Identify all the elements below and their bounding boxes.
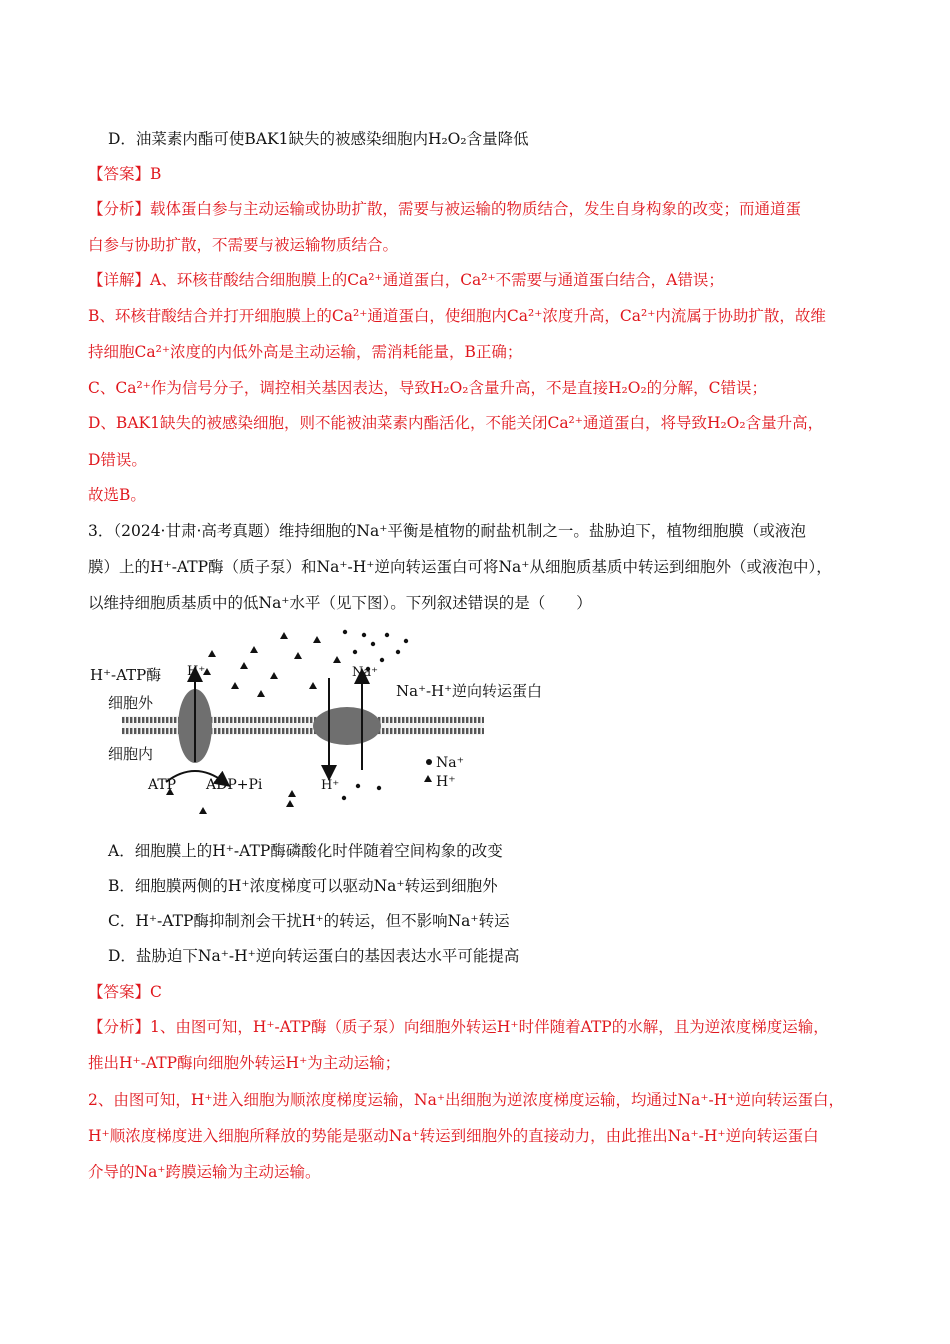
antiporter-protein: [313, 707, 381, 745]
answer-label-1: 【答案】B: [88, 165, 162, 183]
analysis-3-line-1: 【分析】1、由图可知，H⁺-ATP酶（质子泵）向细胞外转运H⁺时伴随着ATP的水解，且为逆浓度梯度运输，: [88, 1018, 829, 1036]
legend-h-label: H⁺: [436, 774, 456, 790]
option-c: C．H⁺-ATP酶抑制剂会干扰H⁺的转运，但不影响Na⁺转运: [108, 912, 510, 930]
detail-1-line-3: 持细胞Ca²⁺浓度的内低外高是主动运输，需消耗能量，B正确；: [88, 343, 523, 361]
option-b: B．细胞膜两侧的H⁺浓度梯度可以驱动Na⁺转运到细胞外: [108, 877, 498, 895]
na-top-label: Na⁺: [352, 665, 378, 680]
question-3-line-2: 膜）上的H⁺-ATP酶（质子泵）和Na⁺-H⁺逆向转运蛋白可将Na⁺从细胞质基质中转运到细胞外（或液泡中），: [88, 558, 832, 576]
analysis-1-line-2: 白参与协助扩散，不需要与被运输物质结合。: [88, 236, 399, 254]
answer-label-3: 【答案】C: [88, 983, 162, 1001]
detail-1-line-1: 【详解】A、环核苷酸结合细胞膜上的Ca²⁺通道蛋白，Ca²⁺不需要与通道蛋白结合，A错误；: [88, 271, 724, 289]
analysis-3-line-5: 介导的Na⁺跨膜运输为主动运输。: [88, 1163, 321, 1181]
option-d: D．盐胁迫下Na⁺-H⁺逆向转运蛋白的基因表达水平可能提高: [108, 947, 520, 965]
outside-label: 细胞外: [108, 694, 154, 712]
inside-label: 细胞内: [108, 745, 154, 763]
analysis-3-line-2: 推出H⁺-ATP酶向细胞外转运H⁺为主动运输；: [88, 1054, 401, 1072]
question-3-line-3: 以维持细胞质基质中的低Na⁺水平（见下图）。下列叙述错误的是（ ）: [88, 594, 592, 612]
legend-na-symbol: [426, 759, 432, 765]
inside-ions: [166, 784, 381, 814]
analysis-3-line-3: 2、由图可知，H⁺进入细胞为顺浓度梯度运输，Na⁺出细胞为逆浓度梯度运输，均通过Na⁺-H⁺逆向转运蛋白，: [88, 1091, 844, 1109]
analysis-3-line-4: H⁺顺浓度梯度进入细胞所释放的势能是驱动Na⁺转运到细胞外的直接动力，由此推出Na⁺-H⁺逆向转运蛋白: [88, 1127, 819, 1145]
detail-1-line-5: D、BAK1缺失的被感染细胞，则不能被油菜素内酯活化，不能关闭Ca²⁺通道蛋白，将导致H₂O₂含量升高，: [88, 414, 824, 432]
option-a: A．细胞膜上的H⁺-ATP酶磷酸化时伴随着空间构象的改变: [108, 842, 503, 860]
antiporter-label: Na⁺-H⁺逆向转运蛋白: [396, 682, 543, 700]
outside-h-ions: [203, 632, 341, 697]
h-bottom-label: H⁺: [321, 778, 340, 793]
detail-1-line-6: D错误。: [88, 451, 147, 469]
h-atpase-label: H⁺-ATP酶: [90, 666, 162, 684]
detail-1-line-7: 故选B。: [88, 486, 146, 504]
lipid-bilayer: [122, 716, 484, 735]
option-d-previous: D．油菜素内酯可使BAK1缺失的被感染细胞内H₂O₂含量降低: [108, 130, 529, 148]
detail-1-line-2: B、环核苷酸结合并打开细胞膜上的Ca²⁺通道蛋白，使细胞内Ca²⁺浓度升高，Ca²⁺内流属于协助扩散，故维: [88, 307, 826, 325]
atp-label: ATP: [148, 777, 177, 793]
h-top-label: H⁺: [187, 664, 206, 679]
detail-1-line-4: C、Ca²⁺作为信号分子，调控相关基因表达，导致H₂O₂含量升高，不是直接H₂O₂的分解，C错误；: [88, 379, 768, 397]
membrane-transport-figure: [84, 622, 543, 818]
analysis-1-line-1: 【分析】载体蛋白参与主动运输或协助扩散，需要与被运输的物质结合，发生自身构象的改变；而通道蛋: [88, 200, 802, 218]
legend-na-label: Na⁺: [436, 755, 464, 771]
legend-h-symbol: [424, 775, 432, 782]
adp-label: ADP+Pi: [206, 777, 263, 793]
question-3-line-1: 3．（2024·甘肃·高考真题）维持细胞的Na⁺平衡是植物的耐盐机制之一。盐胁迫下，植物细胞膜（或液泡: [88, 522, 806, 540]
